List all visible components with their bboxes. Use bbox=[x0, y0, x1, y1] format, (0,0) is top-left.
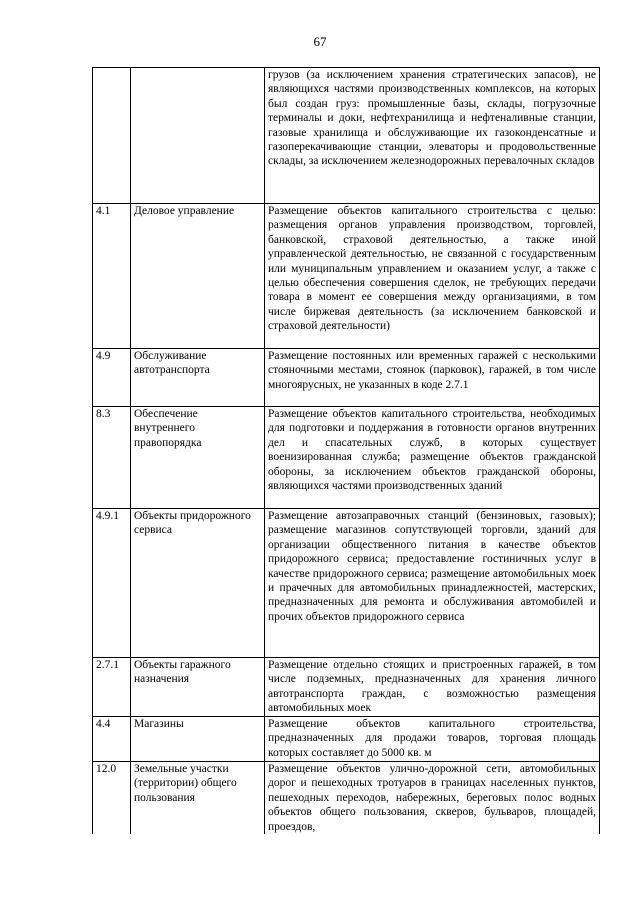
row-code: 12.0 bbox=[93, 762, 131, 835]
row-description: Размещение отдельно стоящих и пристроенных гаражей, в том числе подземных, предназначенных для хранения личного автотранспорта граждан, с возможностью размещения автомобильных моек bbox=[265, 658, 600, 717]
row-name: Объекты придорожного сервиса bbox=[131, 509, 265, 658]
row-name: Магазины bbox=[131, 717, 265, 762]
row-name: Объекты гаражного назначения bbox=[131, 658, 265, 717]
row-code: 4.1 bbox=[93, 204, 131, 349]
row-description: Размещение объектов капитального строительства, необходимых для подготовки и поддержания в готовности органов внутренних дел и спасательных служб, в которых существует военизированная служба; размещение объектов гражданской обороны, за исключением объектов гражданской обороны, являющихся частями производственных зданий bbox=[265, 407, 600, 509]
row-description: Размещение постоянных или временных гаражей с несколькими стояночными местами, стоянок (парковок), гаражей, в том числе многоярусных, не указанных в коде 2.7.1 bbox=[265, 349, 600, 407]
row-name: Деловое управление bbox=[131, 204, 265, 349]
table-row bbox=[93, 407, 600, 509]
row-name: Обеспечение внутреннего правопорядка bbox=[131, 407, 265, 509]
row-description: Размещение объектов капитального строительства, предназначенных для продажи товаров, торговая площадь которых составляет до 5000 кв. м bbox=[265, 717, 600, 762]
table-row bbox=[93, 68, 600, 204]
table-row bbox=[93, 349, 600, 407]
row-description: грузов (за исключением хранения стратегических запасов), не являющихся частями производственных комплексов, на которых был создан груз: промышленные базы, склады, погрузочные терминалы и доки, нефтехранилища и нефтеналивные станции, газовые хранилища и обслуживающие их газоконденсатные и газоперекачивающие станции, элеваторы и продовольственные склады, за исключением железнодорожных перевалочных складов bbox=[265, 68, 600, 204]
table-row bbox=[93, 204, 600, 349]
row-description: Размещение объектов улично-дорожной сети, автомобильных дорог и пешеходных тротуаров в границах населенных пунктов, пешеходных переходов, набережных, береговых полос водных объектов общего пользования, скверов, бульваров, площадей, проездов, bbox=[265, 762, 600, 835]
row-code: 4.9.1 bbox=[93, 509, 131, 658]
row-code: 8.3 bbox=[93, 407, 131, 509]
row-description: Размещение объектов капитального строительства с целью: размещения органов управления производством, торговлей, банковской, страховой деятельностью, а также иной управленческой деятельностью, не связанной с государственным или муниципальным управлением и оказанием услуг, а также с целью обеспечения совершения сделок, не требующих передачи товара в момент ее совершения между организациями, в том числе биржевая деятельность (за исключением банковской и страховой деятельности) bbox=[265, 204, 600, 349]
row-code bbox=[93, 68, 131, 204]
table-row bbox=[93, 762, 600, 835]
row-description: Размещение автозаправочных станций (бензиновых, газовых); размещение магазинов сопутствующей торговли, зданий для организации общественного питания в качестве объектов придорожного сервиса; предоставление гостиничных услуг в качестве придорожного сервиса; размещение автомобильных моек и прачечных для автомобильных принадлежностей, мастерских, предназначенных для ремонта и обслуживания автомобилей и прочих объектов придорожного сервиса bbox=[265, 509, 600, 658]
table-row bbox=[93, 509, 600, 658]
row-code: 4.9 bbox=[93, 349, 131, 407]
row-name: Обслуживание автотранспорта bbox=[131, 349, 265, 407]
row-name bbox=[131, 68, 265, 204]
row-code: 2.7.1 bbox=[93, 658, 131, 717]
table-row bbox=[93, 658, 600, 717]
land-use-table bbox=[92, 67, 600, 834]
row-name: Земельные участки (территории) общего пользования bbox=[131, 762, 265, 835]
row-code: 4.4 bbox=[93, 717, 131, 762]
table-row bbox=[93, 717, 600, 762]
page-number: 67 bbox=[313, 34, 327, 49]
